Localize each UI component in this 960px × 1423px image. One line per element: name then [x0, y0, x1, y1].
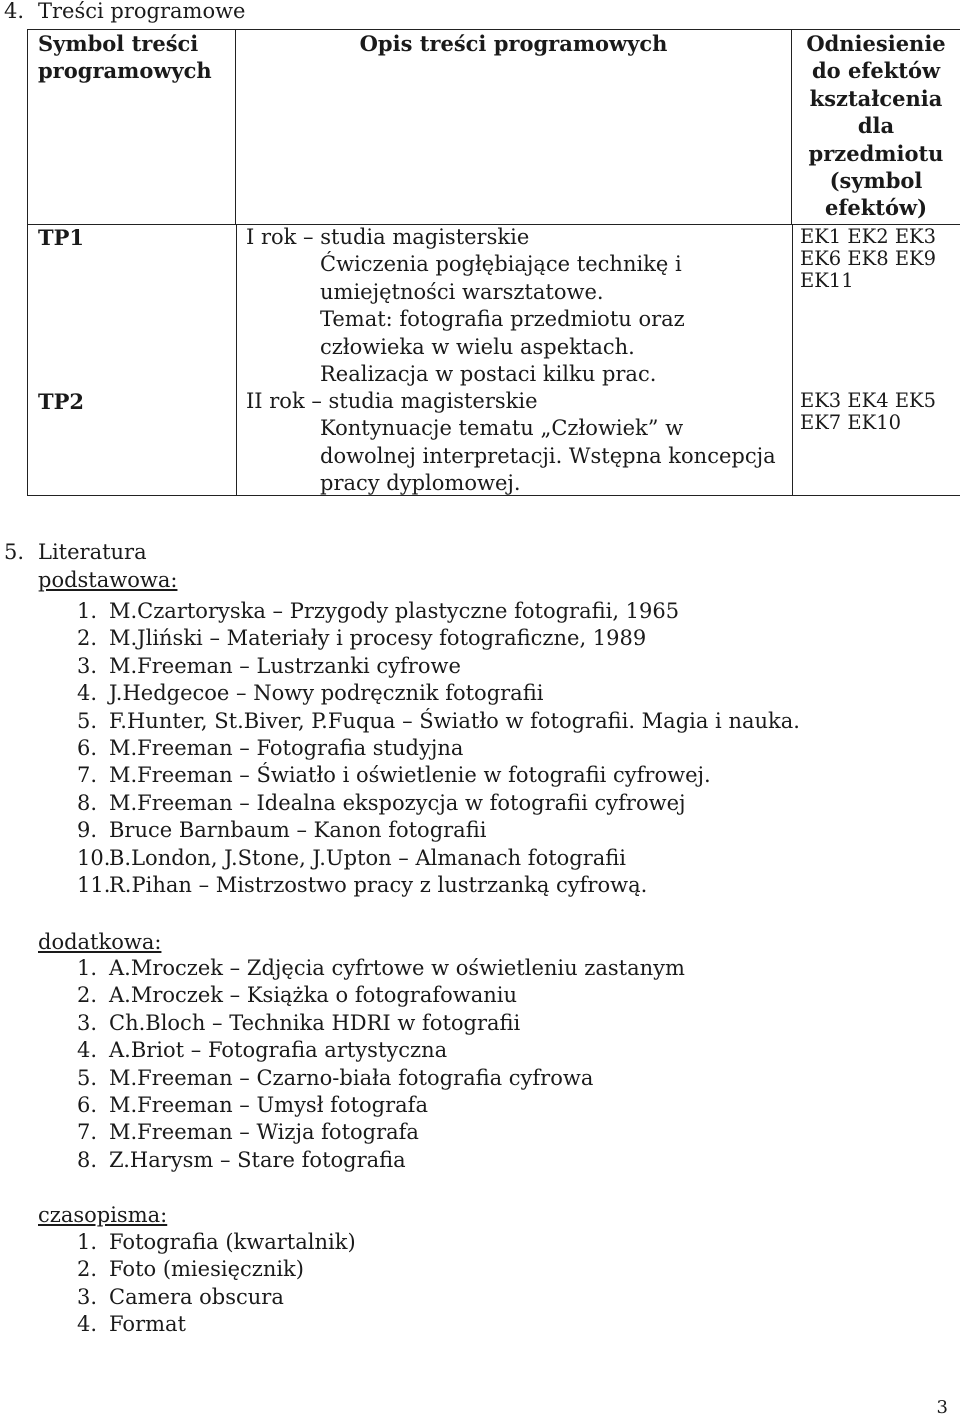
- list-item: [77, 790, 800, 817]
- tp1-effects-line: EK11: [800, 269, 854, 292]
- list-item: [77, 845, 800, 872]
- header-description: Opis treści programowych: [236, 30, 792, 225]
- list-item: [77, 1256, 356, 1283]
- program-content-table: [27, 29, 960, 496]
- tp2-line: dowolnej interpretacji. Wstępna koncepcja: [320, 443, 776, 468]
- tp1-line: umiejętności warsztatowe.: [320, 279, 604, 304]
- additional-literature-label: dodatkowa:: [38, 930, 162, 954]
- item-number: 3.: [77, 1010, 98, 1035]
- list-item: [77, 1284, 356, 1311]
- basic-literature-list: [77, 598, 800, 899]
- item-text: M.Freeman – Wizja fotografa: [109, 1120, 419, 1145]
- item-text: R.Pihan – Mistrzostwo pracy z lustrzanką cyfrową.: [109, 872, 648, 897]
- tp1-effects: [800, 226, 950, 292]
- tp1-line: człowieka w wielu aspektach.: [320, 334, 635, 359]
- item-text: M.Freeman – Fotografia studyjna: [109, 735, 464, 760]
- table-header-row: [28, 30, 960, 225]
- item-number: 10.: [77, 845, 111, 870]
- item-number: 1.: [77, 1230, 98, 1254]
- item-number: 8.: [77, 1147, 98, 1172]
- item-text: M.Freeman – Światło i oświetlenie w fotografii cyfrowej.: [109, 763, 711, 788]
- page-number: 3: [936, 1396, 948, 1418]
- section-5-number: 5.: [4, 540, 25, 564]
- tp2-effects: [800, 390, 950, 434]
- item-number: 3.: [77, 1284, 98, 1309]
- item-text: Bruce Barnbaum – Kanon fotografii: [109, 818, 487, 843]
- journals-list: [77, 1229, 356, 1339]
- item-text: A.Mroczek – Książka o fotografowaniu: [109, 983, 518, 1008]
- table-body-row: [28, 225, 960, 496]
- list-item: [77, 625, 800, 652]
- item-number: 7.: [77, 1120, 98, 1145]
- basic-literature-label: podstawowa:: [38, 568, 178, 592]
- item-number: 2.: [77, 626, 98, 651]
- table-body-cell: [28, 225, 960, 496]
- item-text: M.Freeman – Czarno-biała fotografia cyfrowa: [109, 1065, 594, 1090]
- item-text: B.London, J.Stone, J.Upton – Almanach fotografii: [109, 845, 627, 870]
- item-number: 4.: [77, 681, 98, 706]
- list-item: [77, 1311, 356, 1338]
- list-item: [77, 982, 685, 1009]
- tp2-symbol: TP2: [38, 389, 85, 414]
- tp1-effects-line: EK6 EK8 EK9: [800, 247, 937, 270]
- tp1-line: Realizacja w postaci kilku prac.: [320, 362, 657, 387]
- item-number: 1.: [77, 599, 98, 623]
- tp2-line: Kontynuacje tematu „Człowiek” w: [320, 416, 684, 441]
- item-text: Z.Harysm – Stare fotografia: [109, 1147, 406, 1172]
- item-number: 5.: [77, 708, 98, 733]
- section-4-title: Treści programowe: [38, 0, 246, 23]
- list-item: [77, 680, 800, 707]
- list-item: [77, 1037, 685, 1064]
- list-item: [77, 872, 800, 899]
- list-item: [77, 653, 800, 680]
- list-item: [77, 955, 685, 982]
- item-text: A.Mroczek – Zdjęcia cyfrtowe w oświetleniu zastanym: [109, 956, 685, 980]
- journals-label: czasopisma:: [38, 1203, 168, 1227]
- item-text: M.Jliński – Materiały i procesy fotograficzne, 1989: [109, 626, 647, 651]
- list-item: [77, 598, 800, 625]
- item-number: 7.: [77, 763, 98, 788]
- item-number: 3.: [77, 653, 98, 678]
- item-number: 6.: [77, 735, 98, 760]
- list-item: [77, 762, 800, 789]
- item-text: Fotografia (kwartalnik): [109, 1230, 356, 1254]
- tp2-line: pracy dyplomowej.: [320, 471, 521, 496]
- tp1-description: [246, 224, 796, 388]
- tp2-effects-line: EK3 EK4 EK5: [800, 389, 937, 412]
- list-item: [77, 1065, 685, 1092]
- list-item: [77, 1092, 685, 1119]
- list-item: [77, 1119, 685, 1146]
- additional-literature-list: [77, 955, 685, 1174]
- tp1-symbol: TP1: [38, 225, 85, 250]
- item-text: A.Briot – Fotografia artystyczna: [109, 1038, 448, 1063]
- tp2-description: [246, 388, 796, 498]
- item-text: Ch.Bloch – Technika HDRI w fotografii: [109, 1010, 521, 1035]
- item-number: 9.: [77, 818, 98, 843]
- item-number: 11.: [77, 872, 111, 897]
- item-number: 5.: [77, 1065, 98, 1090]
- tp2-effects-line: EK7 EK10: [800, 411, 902, 434]
- item-number: 1.: [77, 956, 98, 980]
- list-item: [77, 1229, 356, 1256]
- item-number: 6.: [77, 1092, 98, 1117]
- section-4-number: 4.: [4, 0, 25, 23]
- tp1-line: Temat: fotografia przedmiotu oraz: [320, 307, 685, 332]
- tp2-heading: II rok – studia magisterskie: [246, 389, 538, 413]
- header-symbol: Symbol treści programowych: [28, 30, 236, 225]
- item-text: Camera obscura: [109, 1284, 284, 1309]
- item-text: Format: [109, 1312, 186, 1337]
- item-text: M.Freeman – Idealna ekspozycja w fotografii cyfrowej: [109, 790, 686, 815]
- list-item: [77, 735, 800, 762]
- item-text: Foto (miesięcznik): [109, 1257, 304, 1282]
- item-text: M.Czartoryska – Przygody plastyczne fotografii, 1965: [109, 599, 680, 623]
- tp1-line: Ćwiczenia pogłębiające technikę i: [320, 252, 682, 277]
- header-reference: Odniesienie do efektów kształcenia dla przedmiotu (symbol efektów): [792, 30, 960, 225]
- tp1-heading: I rok – studia magisterskie: [246, 225, 530, 249]
- item-text: M.Freeman – Umysł fotografa: [109, 1092, 428, 1117]
- item-number: 8.: [77, 790, 98, 815]
- item-text: F.Hunter, St.Biver, P.Fuqua – Światło w fotografii. Magia i nauka.: [109, 708, 800, 733]
- tp1-effects-line: EK1 EK2 EK3: [800, 225, 937, 248]
- item-number: 2.: [77, 983, 98, 1008]
- list-item: [77, 1147, 685, 1174]
- item-number: 2.: [77, 1257, 98, 1282]
- section-5-title: Literatura: [38, 540, 147, 564]
- list-item: [77, 708, 800, 735]
- list-item: [77, 1010, 685, 1037]
- item-number: 4.: [77, 1038, 98, 1063]
- list-item: [77, 817, 800, 844]
- item-text: J.Hedgecoe – Nowy podręcznik fotografii: [109, 681, 544, 706]
- item-text: M.Freeman – Lustrzanki cyfrowe: [109, 653, 461, 678]
- item-number: 4.: [77, 1312, 98, 1337]
